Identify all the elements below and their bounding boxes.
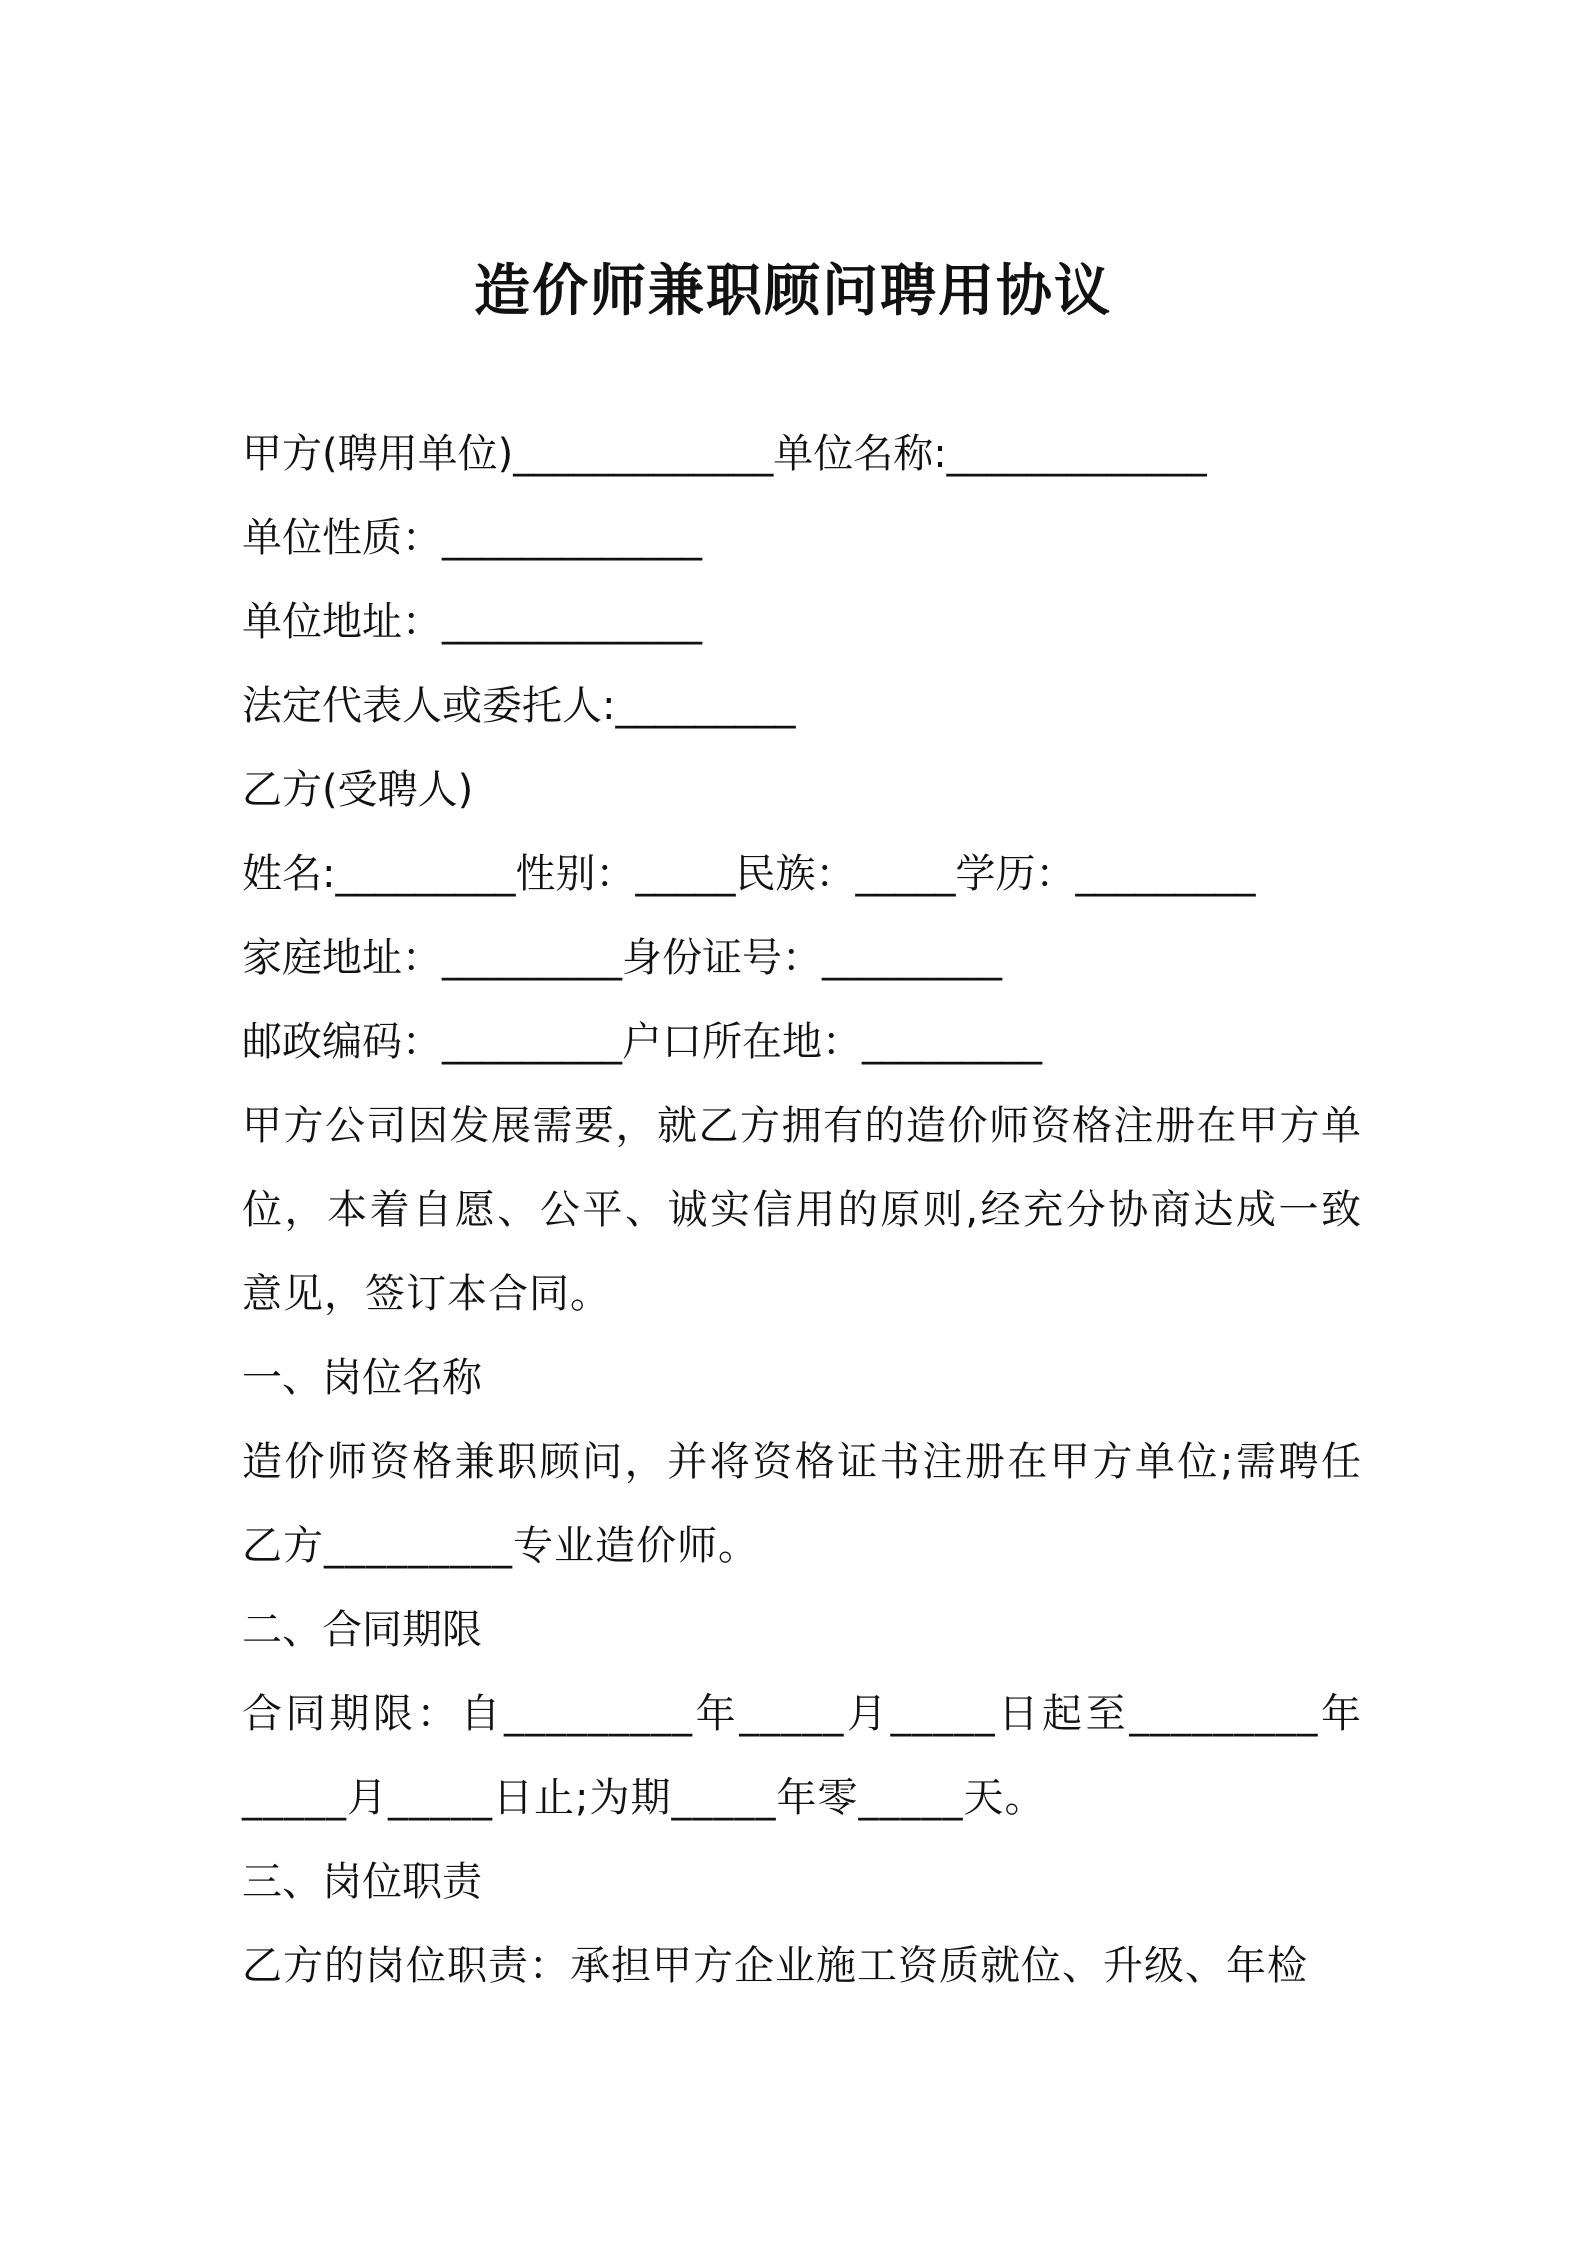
- document-body: [242, 412, 1362, 2008]
- postal-code-line: 邮政编码：_________户口所在地：_________: [242, 1019, 1042, 1065]
- home-address-line: 家庭地址：_________身份证号：_________: [242, 935, 1002, 981]
- section-3-heading: 三、岗位职责: [242, 1859, 482, 1905]
- legal-representative-line: 法定代表人或委托人:_________: [242, 683, 796, 729]
- party-b-line: 乙方(受聘人): [242, 767, 474, 813]
- section-1-body: 造价师资格兼职顾问，并将资格证书注册在甲方单位;需聘任乙方_________专业造价师。: [242, 1439, 1362, 1569]
- section-2-heading: 二、合同期限: [242, 1607, 482, 1653]
- unit-nature-line: 单位性质：_____________: [242, 515, 702, 561]
- party-a-line: 甲方(聘用单位)_____________单位名称:_____________: [242, 431, 1207, 477]
- document-title: 造价师兼职顾问聘用协议: [474, 259, 1112, 324]
- intro-paragraph: 甲方公司因发展需要，就乙方拥有的造价师资格注册在甲方单位，本着自愿、公平、诚实信用的原则,经充分协商达成一致意见，签订本合同。: [242, 1103, 1362, 1317]
- personal-info-line: 姓名:_________性别：_____民族：_____学历：_________: [242, 851, 1256, 897]
- section-3-body: 乙方的岗位职责：承担甲方企业施工资质就位、升级、年检: [242, 1943, 1308, 1989]
- unit-address-line: 单位地址：_____________: [242, 599, 702, 645]
- section-2-body: 合同期限：自_________年_____月_____日起至_________年_____月_____日止;为期_____年零_____天。: [242, 1691, 1362, 1821]
- section-1-heading: 一、岗位名称: [242, 1355, 482, 1401]
